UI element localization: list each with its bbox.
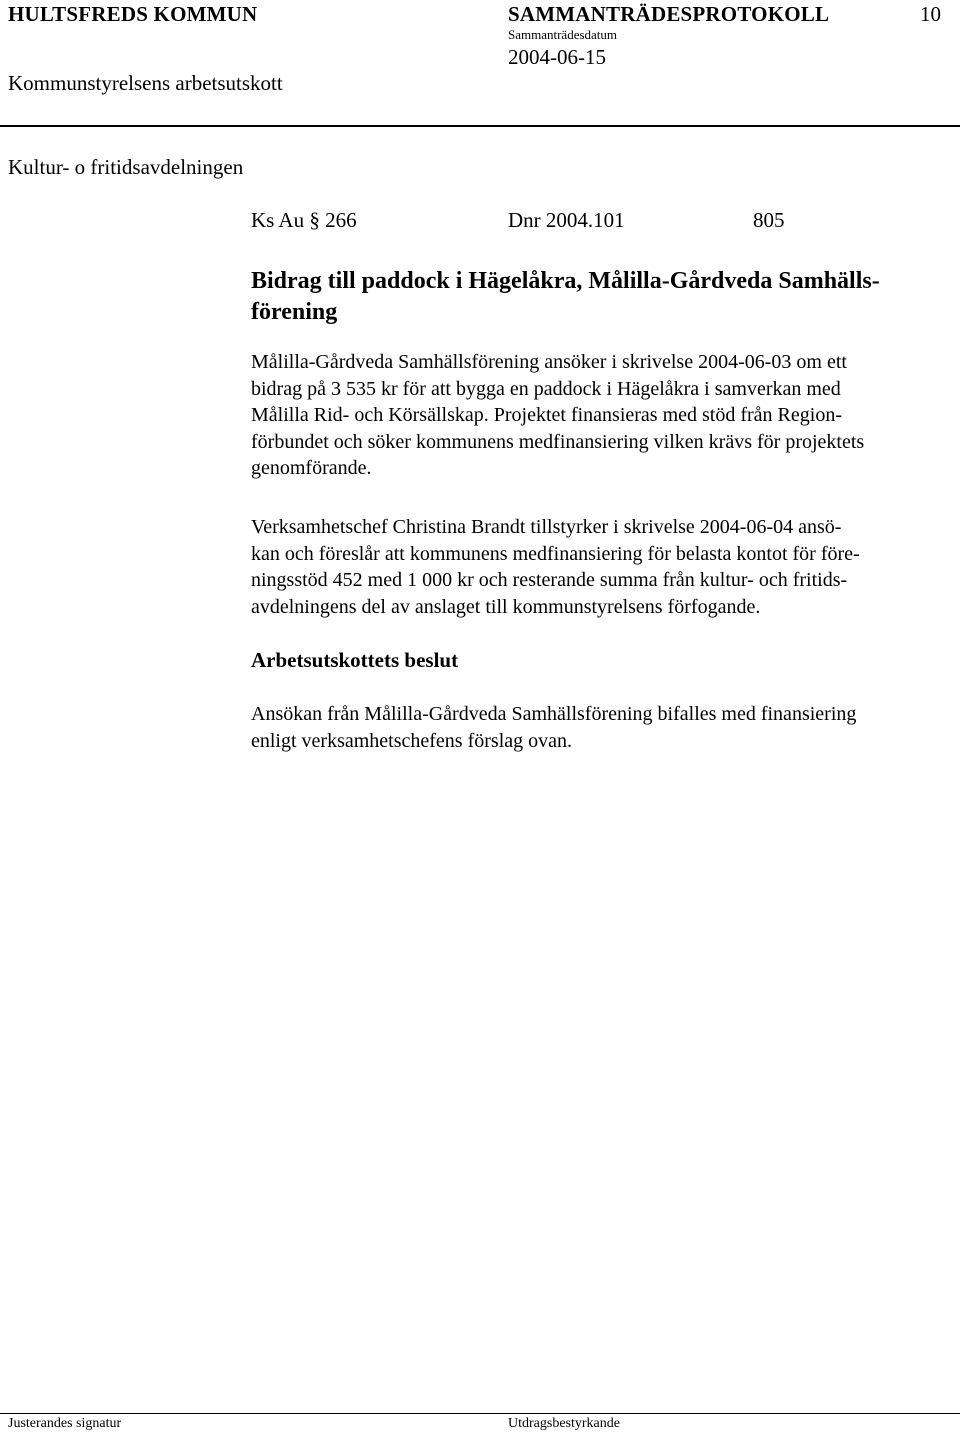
paragraph-recommendation: Verksamhetschef Christina Brandt tillstyrker i skrivelse 2004-06-04 ansö- kan och föreslår att kommunens medfinansiering för belasta kontot för före- ningsstöd 452 med 1 000 kr och resterande summa från kultur- och fritids- avdelningens del av anslaget till kommunstyrelsens förfogande. — [251, 516, 860, 618]
paragraph-application: Målilla-Gårdveda Samhällsförening ansöker i skrivelse 2004-06-03 om ett bidrag på 3 535 kr för att bygga en paddock i Hägelåkra i samverkan med Målilla Rid- och Körsällskap. Projektet finansieras med stöd från Region- förbundet och söker kommunens medfinansiering vilken krävs för projektets genomförande. — [251, 351, 865, 479]
dnr-reference: Dnr 2004.101 — [508, 208, 625, 232]
footer-divider — [0, 1413, 960, 1414]
page-number: 10 — [920, 2, 941, 26]
ks-au-reference: Ks Au § 266 — [251, 208, 357, 232]
meeting-date-label: Sammanträdesdatum — [508, 27, 618, 42]
decision-heading: Arbetsutskottets beslut — [251, 648, 459, 672]
case-title: Bidrag till paddock i Hägelåkra, Målilla-Gårdveda Samhälls- förening — [251, 268, 880, 325]
header-divider — [0, 125, 960, 127]
certification-label: Utdragsbestyrkande — [508, 1416, 620, 1431]
decision-text: Ansökan från Målilla-Gårdveda Samhällsförening bifalles med finansiering enligt verksamhetschefens förslag ovan. — [251, 703, 857, 752]
municipality-name: HULTSFREDS KOMMUN — [8, 2, 258, 26]
case-number: 805 — [753, 208, 785, 232]
meeting-date: 2004-06-15 — [508, 45, 606, 69]
signature-label: Justerandes signatur — [8, 1416, 122, 1431]
committee-name: Kommunstyrelsens arbetsutskott — [8, 71, 283, 95]
protocol-title: SAMMANTRÄDESPROTOKOLL — [508, 2, 830, 26]
department-name: Kultur- o fritidsavdelningen — [8, 155, 244, 179]
